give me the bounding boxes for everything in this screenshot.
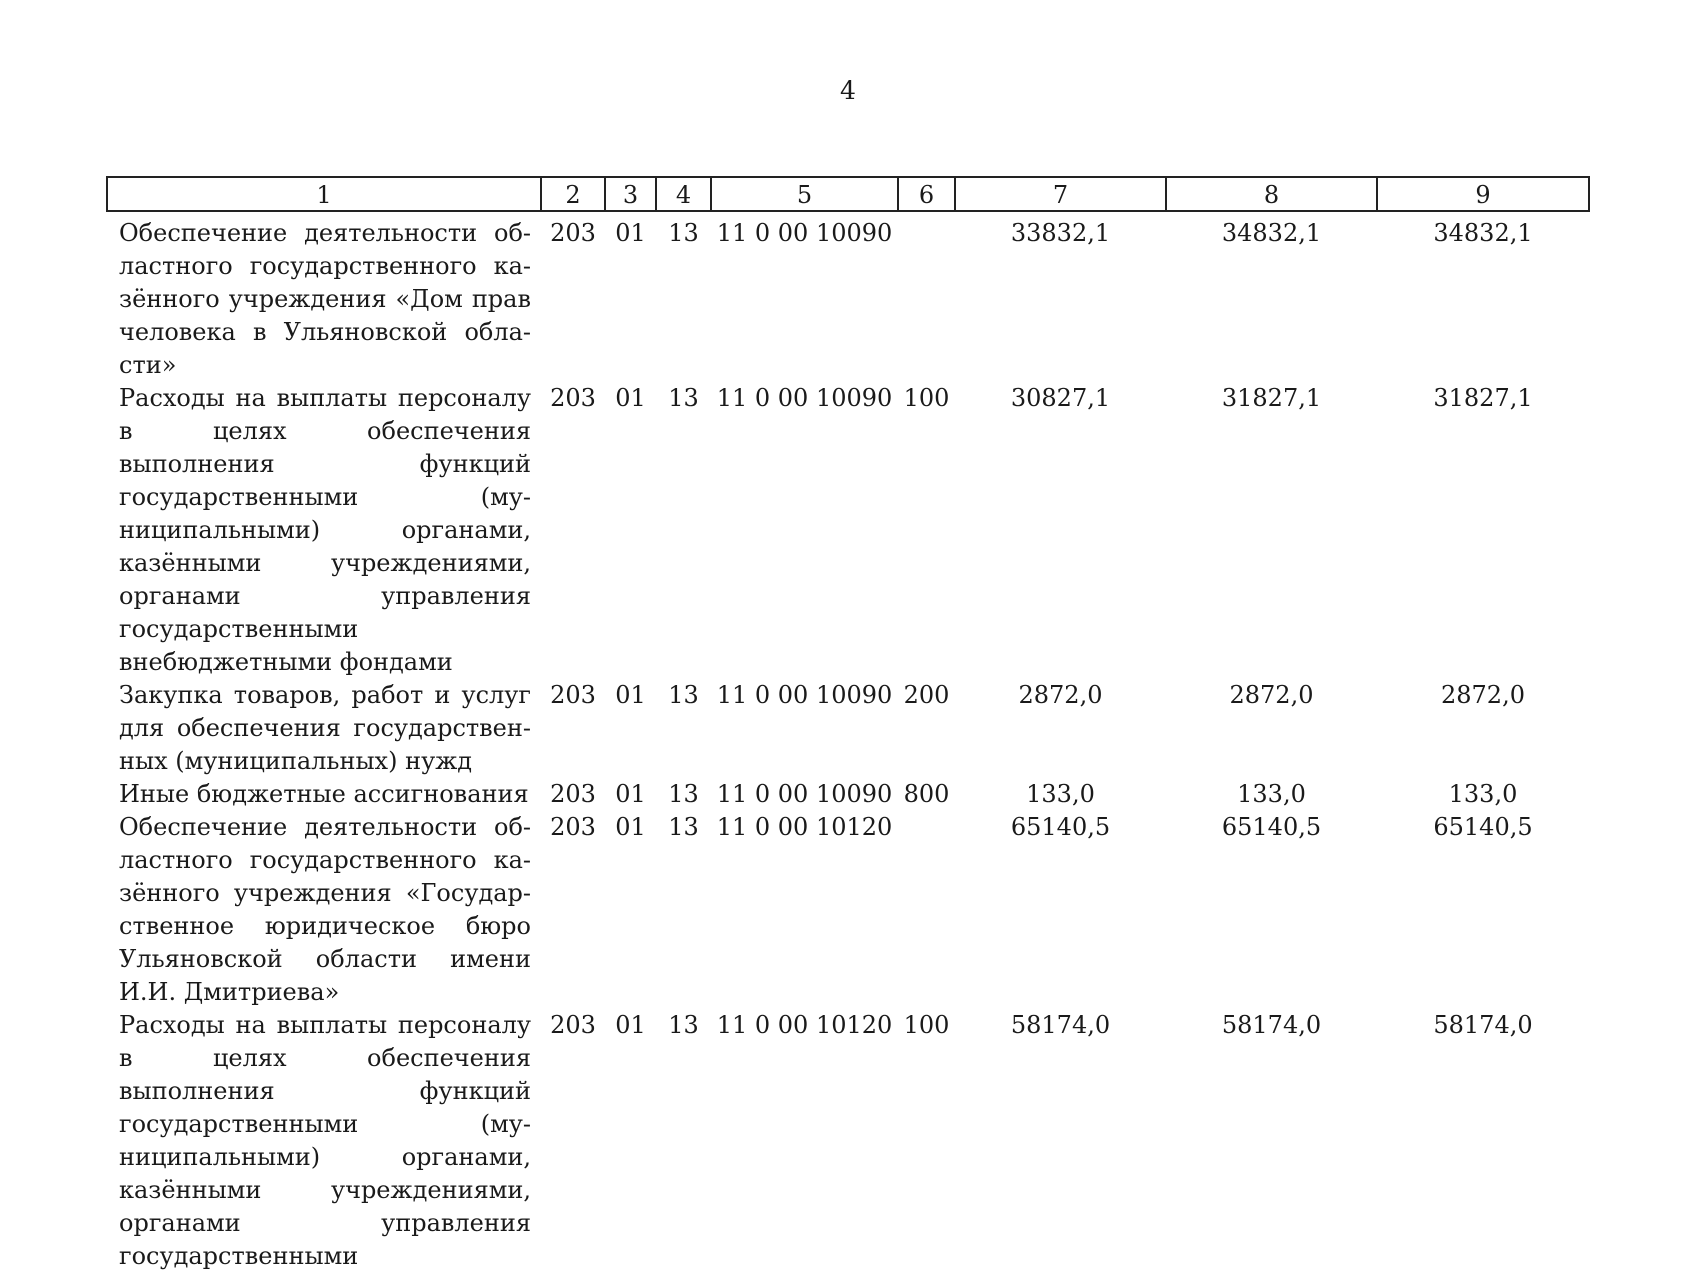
cell-col-2: 203	[550, 384, 596, 412]
cell-col-7: 58174,0	[1010, 1011, 1111, 1039]
cell-col-6	[898, 811, 955, 1009]
header-col-4: 4	[656, 177, 711, 211]
cell-col-6: 100	[903, 384, 950, 412]
cell-col-7: 30827,1	[1010, 384, 1111, 412]
header-col-8: 8	[1166, 177, 1377, 211]
table-row	[107, 778, 1589, 811]
cell-col-7: 33832,1	[1010, 219, 1111, 247]
cell-col-4: 13	[668, 384, 699, 412]
row-name: Обеспечение деятельности областного государственного казённого учреждения «Государственное юридическое бюро Ульяновской области имени И.И. Дмитриева»	[119, 813, 531, 1006]
cell-col-3: 01	[615, 813, 646, 841]
header-row	[107, 177, 1589, 211]
cell-col-8: 58174,0	[1221, 1011, 1322, 1039]
cell-col-9: 65140,5	[1433, 813, 1533, 841]
cell-col-3: 01	[615, 780, 646, 808]
cell-col-8: 2872,0	[1229, 681, 1314, 709]
cell-col-5: 11 0 00 10120	[716, 813, 893, 841]
cell-col-6: 200	[903, 681, 950, 709]
row-name: Закупка товаров, работ и услуг для обеспечения государственных (муниципальных) нужд	[119, 681, 531, 775]
table-row	[107, 1009, 1589, 1273]
header-col-3: 3	[605, 177, 656, 211]
cell-col-4: 13	[668, 780, 699, 808]
cell-col-9: 2872,0	[1441, 681, 1525, 709]
cell-col-6	[898, 211, 955, 382]
cell-col-5: 11 0 00 10090	[716, 780, 893, 808]
row-name: Расходы на выплаты персоналу в целях обеспечения выполнения функций государственными (муниципальными) органами, казёнными учреждениями, органами управления государственными внебюджетными фондами	[119, 384, 531, 676]
cell-col-6: 100	[903, 1011, 950, 1039]
row-name: Иные бюджетные ассигнования	[119, 780, 529, 808]
cell-col-5: 11 0 00 10090	[716, 681, 893, 709]
table-row	[107, 211, 1589, 382]
cell-col-4: 13	[668, 681, 699, 709]
header-col-2: 2	[541, 177, 605, 211]
header-col-9: 9	[1377, 177, 1589, 211]
cell-col-3: 01	[615, 384, 646, 412]
cell-col-8: 34832,1	[1221, 219, 1322, 247]
cell-col-8: 31827,1	[1221, 384, 1322, 412]
cell-col-2: 203	[550, 681, 596, 709]
header-col-1: 1	[107, 177, 541, 211]
page-number: 4	[840, 76, 856, 105]
cell-col-9: 31827,1	[1433, 384, 1533, 412]
budget-table	[106, 176, 1590, 1273]
cell-col-8: 65140,5	[1221, 813, 1322, 841]
cell-col-9: 58174,0	[1433, 1011, 1533, 1039]
header-col-5: 5	[711, 177, 898, 211]
cell-col-7: 133,0	[1026, 780, 1095, 808]
cell-col-3: 01	[615, 1011, 646, 1039]
cell-col-8: 133,0	[1237, 780, 1306, 808]
row-name: Расходы на выплаты персоналу в целях обеспечения выполнения функций государственными (муниципальными) органами, казёнными учреждениями, органами управления государственными	[119, 1011, 531, 1270]
cell-col-2: 203	[550, 1011, 596, 1039]
cell-col-9: 34832,1	[1433, 219, 1533, 247]
cell-col-2: 203	[550, 219, 596, 247]
table-row	[107, 679, 1589, 778]
cell-col-4: 13	[668, 219, 699, 247]
cell-col-3: 01	[615, 681, 646, 709]
cell-col-5: 11 0 00 10090	[716, 219, 893, 247]
cell-col-3: 01	[615, 219, 646, 247]
cell-col-6: 800	[903, 780, 950, 808]
cell-col-9: 133,0	[1448, 780, 1518, 808]
row-name: Обеспечение деятельности областного государственного казённого учреждения «Дом прав человека в Ульяновской области»	[119, 219, 531, 379]
cell-col-4: 13	[668, 813, 699, 841]
cell-col-5: 11 0 00 10120	[716, 1011, 893, 1039]
table-row	[107, 382, 1589, 679]
cell-col-2: 203	[550, 813, 596, 841]
header-col-7: 7	[955, 177, 1166, 211]
cell-col-5: 11 0 00 10090	[716, 384, 893, 412]
cell-col-2: 203	[550, 780, 596, 808]
cell-col-7: 2872,0	[1018, 681, 1103, 709]
cell-col-7: 65140,5	[1010, 813, 1111, 841]
table-row	[107, 811, 1589, 1009]
header-col-6: 6	[898, 177, 955, 211]
cell-col-4: 13	[668, 1011, 699, 1039]
